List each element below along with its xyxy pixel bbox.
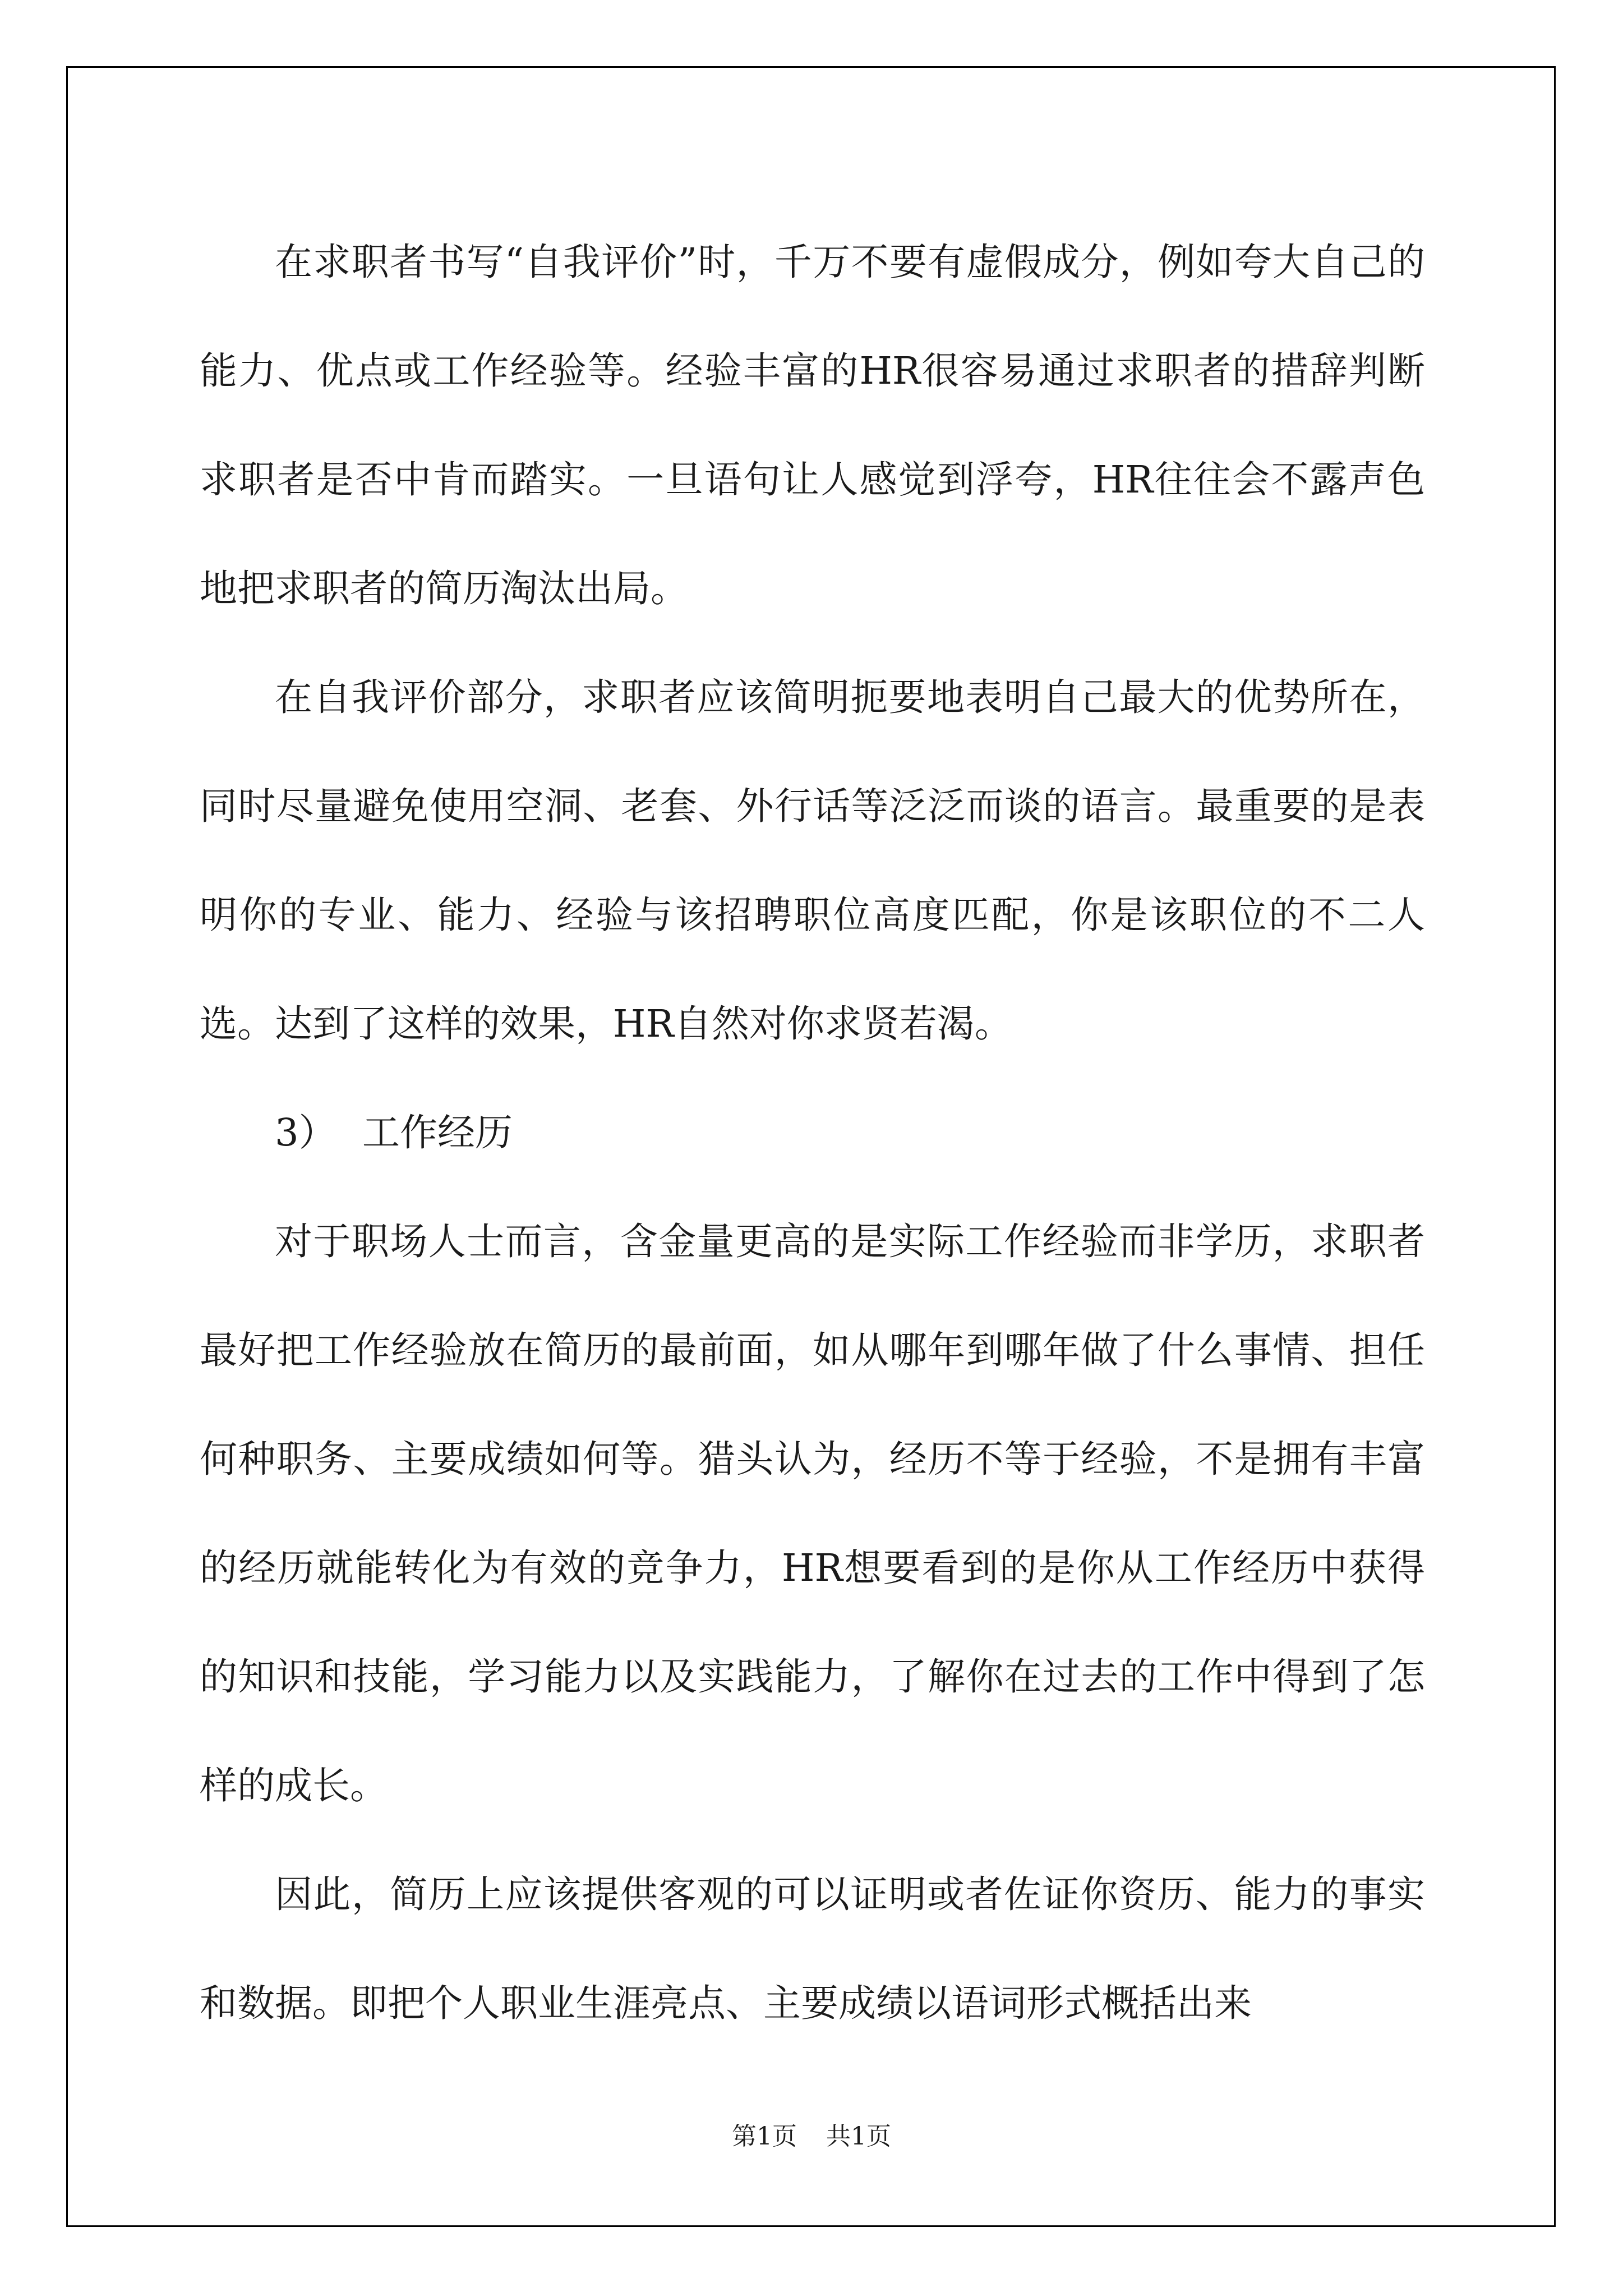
page-number: 第1页 [732, 2122, 797, 2151]
section-number: 3） [275, 1111, 336, 1154]
paragraph-self-evaluation-strengths: 在自我评价部分，求职者应该简明扼要地表明自己最大的优势所在，同时尽量避免使用空洞、老套、外行话等泛泛而谈的语言。最重要的是表明你的专业、能力、经验与该招聘职位高度匹配，你是该职位的不二人选。达到了这样的效果，HR自然对你求贤若渴。 [200, 675, 1425, 1046]
section-heading-work-experience [200, 1078, 1425, 1187]
section-title: 工作经历 [362, 1111, 513, 1154]
page-footer [0, 2116, 1623, 2152]
paragraph-self-evaluation-honesty: 在求职者书写“自我评价”时，千万不要有虚假成分，例如夸大自己的能力、优点或工作经验等。经验丰富的HR很容易通过求职者的措辞判断求职者是否中肯而踏实。一旦语句让人感觉到浮夸，HR往往会不露声色地把求职者的简历淘汰出局。 [200, 240, 1425, 610]
paragraph-work-experience: 对于职场人士而言，含金量更高的是实际工作经验而非学历，求职者最好把工作经验放在简历的最前面，如从哪年到哪年做了什么事情、担任何种职务、主要成绩如何等。猎头认为，经历不等于经验，不是拥有丰富的经历就能转化为有效的竞争力，HR想要看到的是你从工作经历中获得的知识和技能，学习能力以及实践能力，了解你在过去的工作中得到了怎样的成长。 [200, 1220, 1425, 1807]
page-total: 共1页 [826, 2122, 891, 2151]
paragraph-facts-and-data: 因此，简历上应该提供客观的可以证明或者佐证你资历、能力的事实和数据。即把个人职业生涯亮点、主要成绩以语词形式概括出来 [200, 1872, 1425, 2025]
document-body [200, 208, 1425, 2058]
